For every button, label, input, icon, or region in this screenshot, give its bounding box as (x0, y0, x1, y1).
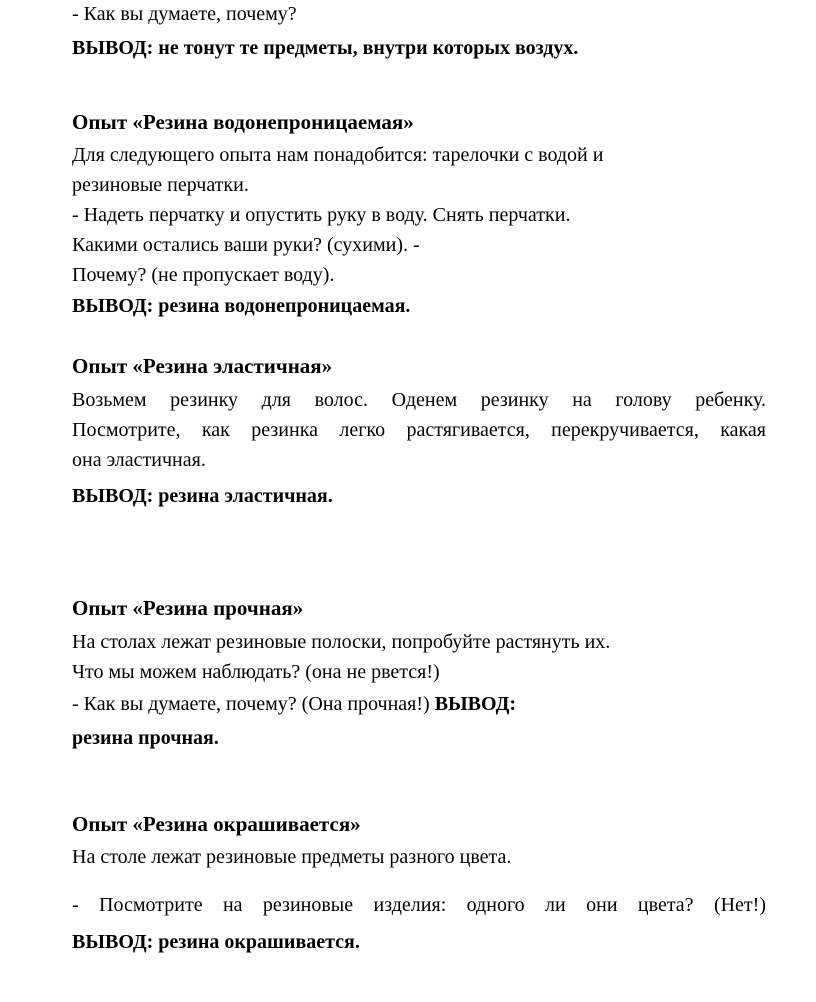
exp2-line1: Возьмем резинку для волос. Оденем резинку на голову ребенку. (72, 389, 766, 411)
exp4-line1: На столе лежат резиновые предметы разного цвета. (72, 846, 512, 868)
exp3-line4: резина прочная. (72, 727, 219, 749)
exp1-line2: резиновые перчатки. (72, 174, 249, 196)
exp3-line3 (72, 692, 516, 716)
exp4-conclusion: ВЫВОД: резина окрашивается. (72, 931, 360, 953)
exp3-line1: На столах лежат резиновые полоски, попробуйте растянуть их. (72, 631, 611, 653)
exp1-line5: Почему? (не пропускает воду). (72, 264, 335, 286)
exp1-title: Опыт «Резина водонепроницаемая» (72, 110, 414, 134)
exp2-title: Опыт «Резина эластичная» (72, 354, 333, 378)
intro-question: - Как вы думаете, почему? (72, 3, 297, 25)
exp2-conclusion: ВЫВОД: резина эластичная. (72, 485, 333, 507)
exp2-line3: она эластичная. (72, 449, 206, 471)
exp1-line4: Какими остались ваши руки? (сухими). - (72, 234, 420, 256)
exp3-line2: Что мы можем наблюдать? (она не рвется!) (72, 661, 440, 683)
exp2-line2: Посмотрите, как резинка легко растягивается, перекручивается, какая (72, 419, 766, 441)
exp3-line3-conclusion-label: ВЫВОД: (434, 693, 517, 715)
exp3-line3-text: - Как вы думаете, почему? (Она прочная!) (72, 693, 435, 715)
exp1-line1: Для следующего опыта нам понадобится: тарелочки с водой и (72, 144, 604, 166)
exp4-line2: - Посмотрите на резиновые изделия: одного ли они цвета? (Нет!) (72, 894, 766, 916)
exp3-title: Опыт «Резина прочная» (72, 596, 304, 620)
intro-conclusion: ВЫВОД: не тонут те предметы, внутри которых воздух. (72, 37, 579, 59)
exp4-title: Опыт «Резина окрашивается» (72, 812, 361, 836)
exp1-conclusion: ВЫВОД: резина водонепроницаемая. (72, 295, 411, 317)
exp1-line3: - Надеть перчатку и опустить руку в воду. Снять перчатки. (72, 204, 571, 226)
